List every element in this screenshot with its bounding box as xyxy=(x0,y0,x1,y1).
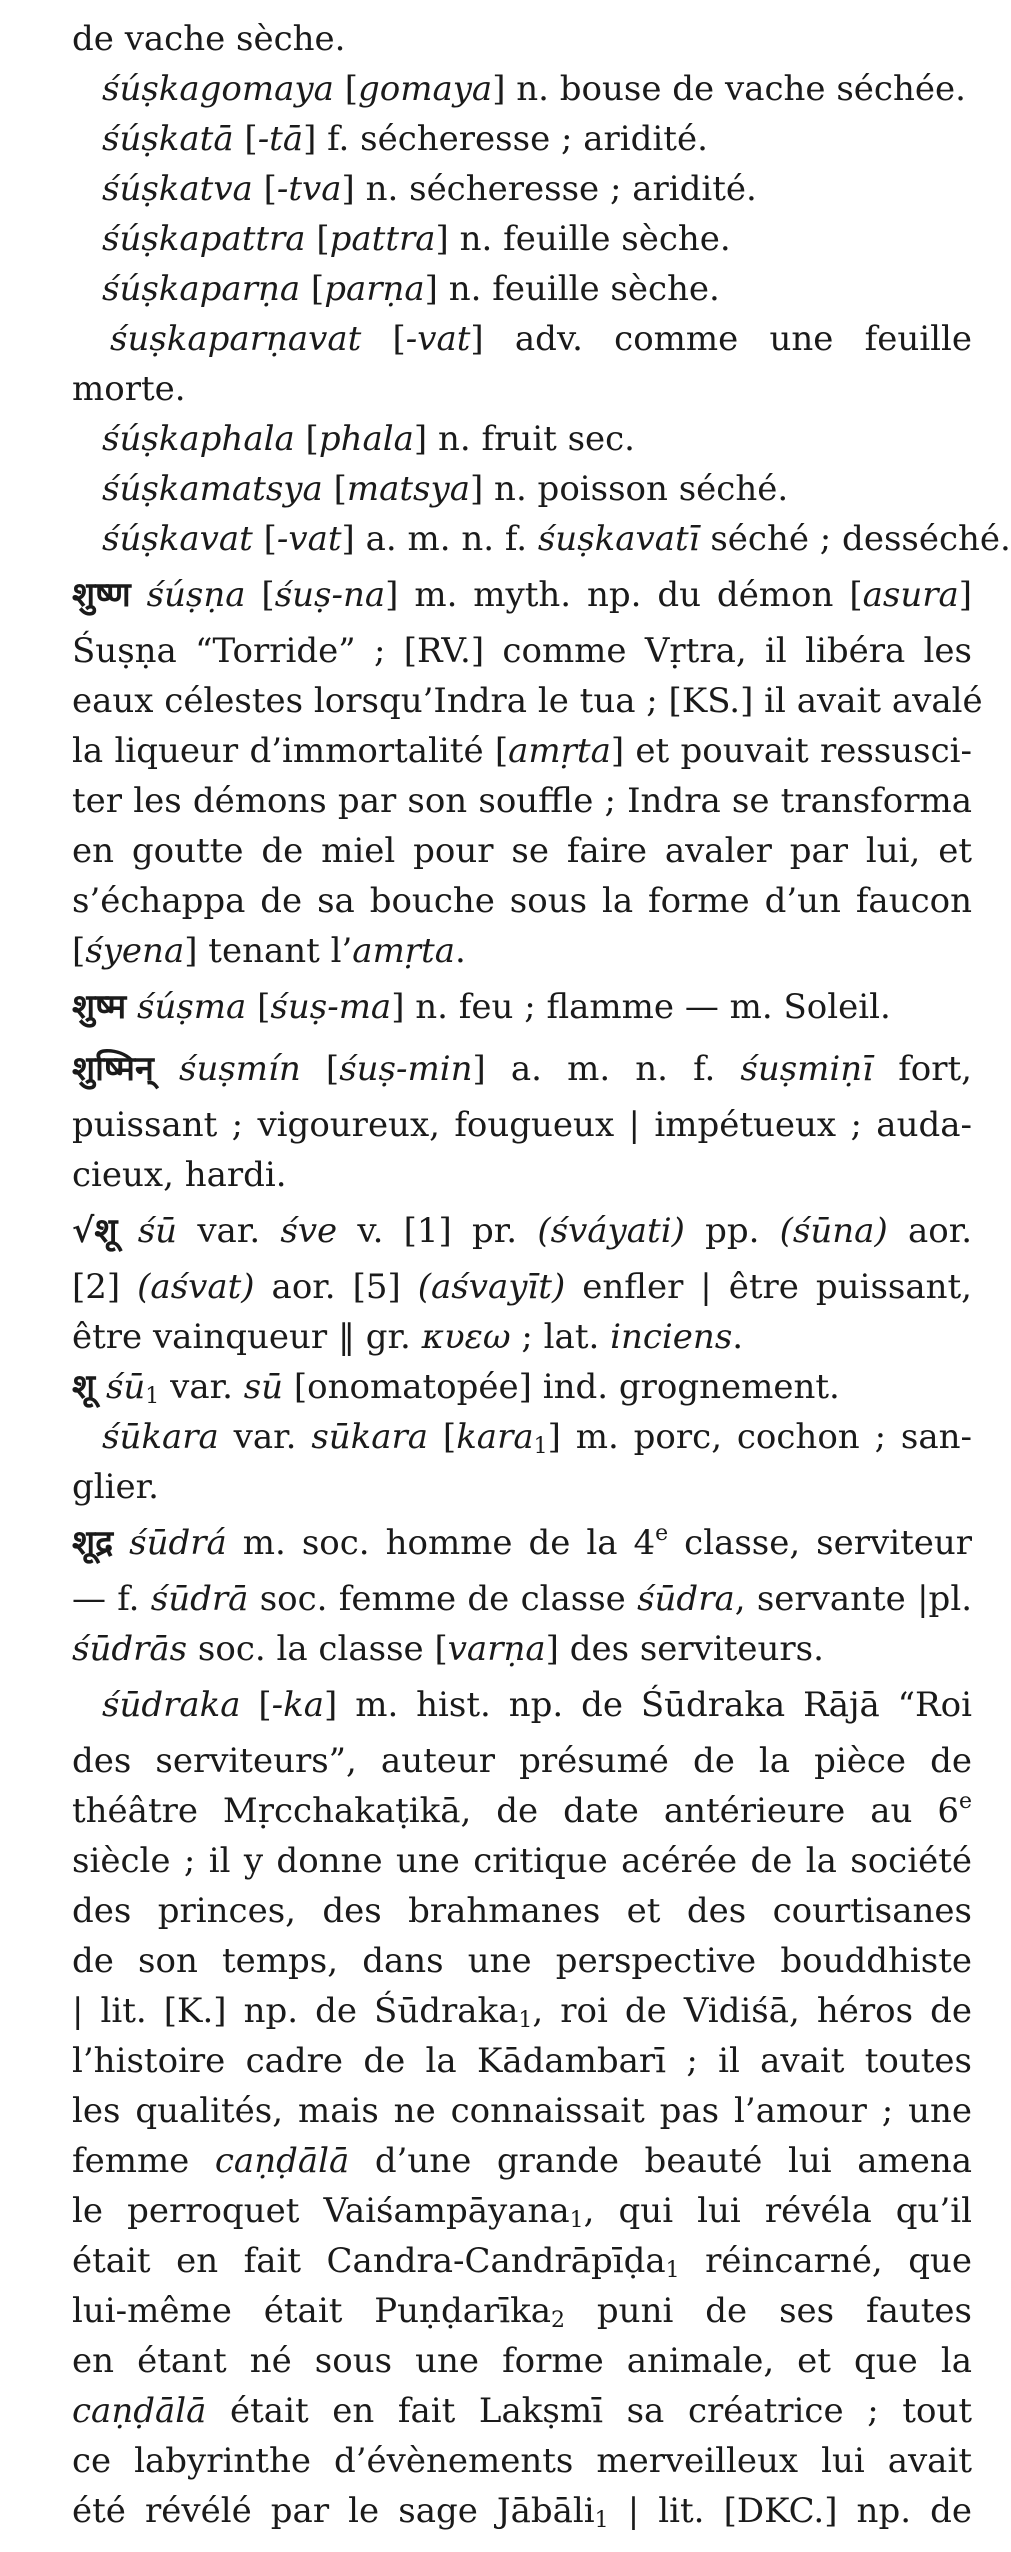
line-text: var. xyxy=(159,1367,244,1407)
text-line xyxy=(72,776,972,826)
line-text: Śuṣṇa “Torride” ; [RV.] comme Vṛtra, il libéra les xyxy=(72,631,972,671)
etymon: parṇa xyxy=(324,269,425,309)
line-text: [ xyxy=(300,269,325,309)
text-line xyxy=(72,2036,972,2086)
text-line xyxy=(72,826,972,876)
text-line xyxy=(72,2486,972,2536)
text-line xyxy=(72,2336,972,2386)
line-text: [ xyxy=(72,931,86,971)
line-text: s’échappa de sa bouche sous la forme d’un faucon xyxy=(72,881,972,921)
line-text: de son temps, dans une perspective bouddhiste xyxy=(72,1941,972,1981)
headword: śúṣkapattra xyxy=(102,219,306,259)
ordinal-suffix: e xyxy=(958,1789,972,1814)
line-text: ] n. feu ; flamme — m. Soleil. xyxy=(391,987,891,1027)
line-text: [ xyxy=(252,169,277,209)
line-text: ] a. m. n. f. xyxy=(472,1049,741,1089)
line-text: puni de ses fautes xyxy=(565,2291,972,2331)
verb-form: (aśvat) xyxy=(137,1267,255,1307)
text-line xyxy=(72,1936,972,1986)
etymon: -vat xyxy=(276,519,342,559)
text-line xyxy=(72,1786,972,1836)
text-line xyxy=(72,1150,972,1200)
line-text: réincarné, que xyxy=(679,2241,973,2281)
line-text: ] n. sécheresse ; aridité. xyxy=(341,169,757,209)
etymon: amṛta xyxy=(508,731,611,771)
headword: śū xyxy=(137,1211,178,1251)
line-text: | lit. [DKC.] np. de xyxy=(608,2491,972,2531)
entry-line xyxy=(72,1512,972,1574)
line-text: . xyxy=(455,931,466,971)
etymon: -tva xyxy=(276,169,342,209)
line-text: . xyxy=(732,1317,744,1357)
etymon: -tā xyxy=(257,119,304,159)
text-line xyxy=(72,626,972,676)
line-text: [ xyxy=(300,1049,340,1089)
line-text: femme xyxy=(72,2141,215,2181)
variant: sūkara xyxy=(311,1417,429,1457)
line-text: été révélé par le sage Jābāli xyxy=(72,2491,595,2531)
homonym-index: 2 xyxy=(551,2308,565,2333)
text-line xyxy=(72,14,972,64)
line-text: eaux célestes lorsqu’Indra le tua ; [KS.] il avait avalé xyxy=(72,681,983,721)
entry-line xyxy=(72,976,972,1038)
line-text: ] tenant l’ xyxy=(184,931,353,971)
line-text: aor. [5] xyxy=(254,1267,418,1307)
entry-line xyxy=(72,464,972,514)
line-text: d’une grande beauté lui amena xyxy=(349,2141,972,2181)
devanagari-headword: शुष्मिन् xyxy=(72,1049,154,1089)
entry-line xyxy=(72,514,1011,564)
entry-line xyxy=(72,64,972,114)
entry-line xyxy=(72,1674,972,1736)
text-line xyxy=(72,364,972,414)
homonym-index: 1 xyxy=(518,2008,533,2033)
ordinal-suffix: e xyxy=(655,1521,669,1546)
text-line xyxy=(72,2136,972,2186)
text-line xyxy=(72,1574,972,1624)
verb-form: (aśvayīt) xyxy=(417,1267,566,1307)
entry-line xyxy=(72,564,972,626)
etymon: matsya xyxy=(346,469,470,509)
line-text: glier. xyxy=(72,1467,159,1507)
text-line xyxy=(72,2386,972,2436)
headword: śūdrá xyxy=(129,1523,227,1563)
verb-form: (śūna) xyxy=(779,1211,888,1251)
line-text: , servante |pl. xyxy=(734,1579,973,1619)
headword: śúṣkavat xyxy=(102,519,253,559)
devanagari-headword: शूद्र xyxy=(72,1523,114,1563)
line-text: ] a. m. n. f. xyxy=(341,519,538,559)
line-text: [ xyxy=(322,469,347,509)
entry-line xyxy=(72,164,972,214)
text-line xyxy=(72,1262,972,1312)
entry-line xyxy=(72,414,972,464)
line-text: soc. femme de classe xyxy=(248,1579,638,1619)
entry-line xyxy=(72,1362,972,1412)
line-text: la liqueur d’immortalité [ xyxy=(72,731,509,771)
text-line xyxy=(72,2436,972,2486)
line-text: [ xyxy=(252,519,277,559)
headword: śū xyxy=(105,1367,146,1407)
line-text: , qui lui révéla qu’il xyxy=(583,2191,972,2231)
text-line xyxy=(72,1836,972,1886)
line-text: ] n. feuille sèche. xyxy=(435,219,731,259)
devanagari-headword: शुष्म xyxy=(72,987,127,1027)
line-text: var. xyxy=(218,1417,312,1457)
text-line xyxy=(72,1100,972,1150)
text-line xyxy=(72,876,972,926)
line-text: théâtre Mṛcchakaṭikā, de date antérieure au 6 xyxy=(72,1791,959,1831)
text-line xyxy=(72,1736,972,1786)
line-text: [ xyxy=(245,575,275,615)
dictionary-page xyxy=(72,14,1011,2536)
etymon: amṛta xyxy=(352,931,455,971)
line-text: des serviteurs”, auteur présumé de la pièce de xyxy=(72,1741,972,1781)
line-text: [ xyxy=(233,119,258,159)
line-text: [onomatopée] ind. grognement. xyxy=(283,1367,840,1407)
line-text: [ xyxy=(240,1685,272,1725)
devanagari-headword: शुष्ण xyxy=(72,575,131,615)
latin-cognate: inciens xyxy=(610,1317,733,1357)
etymon: śūdra xyxy=(637,1579,735,1619)
homonym-index: 1 xyxy=(665,2258,680,2283)
headword: śúṣṇa xyxy=(146,575,246,615)
headword: śūdraka xyxy=(102,1685,241,1725)
etymon: -ka xyxy=(271,1685,325,1725)
line-text: ] n. bouse de vache séchée. xyxy=(492,69,966,109)
line-text: morte. xyxy=(72,369,186,409)
text-line xyxy=(72,1624,972,1674)
etymon: śuṣ-na xyxy=(274,575,386,615)
headword: śúṣkatva xyxy=(102,169,253,209)
headword: śúṣkaparṇa xyxy=(102,269,301,309)
entry-line xyxy=(72,114,972,164)
text-line xyxy=(72,2086,972,2136)
text-line xyxy=(72,926,972,976)
line-text: ] m. hist. np. de Śūdraka Rājā “Roi xyxy=(324,1685,972,1725)
feminine-form: śuṣkavatī xyxy=(537,519,700,559)
headword: śúṣkamatsya xyxy=(102,469,323,509)
headword: śúṣkagomaya xyxy=(102,69,334,109)
text-line xyxy=(72,1312,972,1362)
devanagari-headword: शू xyxy=(72,1367,96,1407)
term: caṇḍālā xyxy=(72,2391,207,2431)
line-text: séché ; desséché. xyxy=(699,519,1011,559)
line-text: ter les démons par son souffle ; Indra se transforma xyxy=(72,781,972,821)
text-line xyxy=(72,2186,972,2236)
entry-line xyxy=(72,264,972,314)
headword: śuṣmín xyxy=(179,1049,301,1089)
homonym-index: 1 xyxy=(569,2208,584,2233)
line-text: — f. xyxy=(72,1579,151,1619)
line-text: les qualités, mais ne connaissait pas l’amour ; une xyxy=(72,2091,972,2131)
feminine-form: śuṣmiṇī xyxy=(740,1049,874,1089)
etymon: śyena xyxy=(85,931,185,971)
text-line xyxy=(72,1462,972,1512)
line-text: puissant ; vigoureux, fougueux | impétueux ; auda- xyxy=(72,1105,972,1145)
line-text: de vache sèche. xyxy=(72,19,346,59)
homonym-index: 1 xyxy=(594,2508,609,2533)
etymon: kara xyxy=(456,1417,534,1457)
line-text: v. [1] pr. xyxy=(337,1211,538,1251)
line-text: fort, xyxy=(873,1049,972,1089)
line-text: ] m. myth. np. du démon [ xyxy=(385,575,863,615)
variant: śve xyxy=(280,1211,338,1251)
entry-line xyxy=(72,314,972,364)
line-text: siècle ; il y donne une critique acérée de la société xyxy=(72,1841,972,1881)
line-text: [ xyxy=(294,419,319,459)
line-text: ] m. porc, cochon ; san- xyxy=(547,1417,972,1457)
line-text: ] n. feuille sèche. xyxy=(424,269,720,309)
etymon: -vat xyxy=(405,319,471,359)
plural-form: śūdrās xyxy=(72,1629,188,1669)
variant: sū xyxy=(243,1367,284,1407)
etymon: śuṣ-ma xyxy=(270,987,392,1027)
homonym-index: 1 xyxy=(533,1434,548,1459)
line-text: m. soc. homme de la 4 xyxy=(226,1523,656,1563)
devanagari-root: √शू xyxy=(72,1211,118,1251)
line-text: ce labyrinthe d’évènements merveilleux lui avait xyxy=(72,2441,972,2481)
headword: śuṣkaparṇavat xyxy=(110,319,362,359)
text-line xyxy=(72,1986,972,2036)
line-text: des princes, des brahmanes et des courtisanes xyxy=(72,1891,972,1931)
entry-line xyxy=(72,1412,972,1462)
line-text: en goutte de miel pour se faire avaler par lui, et xyxy=(72,831,972,871)
homonym-index: 1 xyxy=(145,1384,160,1409)
line-text: ] n. poisson séché. xyxy=(469,469,789,509)
entry-line xyxy=(72,1200,972,1262)
line-text: ] xyxy=(958,575,972,615)
line-text: [2] xyxy=(72,1267,138,1307)
line-text: soc. la classe [ xyxy=(187,1629,448,1669)
line-text: [ xyxy=(333,69,358,109)
line-text: var. xyxy=(177,1211,281,1251)
entry-line xyxy=(72,1038,972,1100)
line-text: | lit. [K.] np. de Śūdraka xyxy=(72,1991,519,2031)
line-text: [ xyxy=(361,319,406,359)
line-text: cieux, hardi. xyxy=(72,1155,287,1195)
text-line xyxy=(72,1886,972,1936)
line-text: ] adv. comme une feuille xyxy=(470,319,972,359)
headword: śūkara xyxy=(102,1417,219,1457)
line-text: aor. xyxy=(887,1211,973,1251)
etymon: pattra xyxy=(329,219,436,259)
line-text: [ xyxy=(428,1417,457,1457)
etymon: gomaya xyxy=(357,69,493,109)
text-line xyxy=(72,726,972,776)
term: caṇḍālā xyxy=(214,2141,350,2181)
line-text: était en fait Lakṣmī sa créatrice ; tout xyxy=(206,2391,972,2431)
line-text: était en fait Candra-Candrāpīḍa xyxy=(72,2241,666,2281)
line-text: en étant né sous une forme animale, et que la xyxy=(72,2341,972,2381)
line-text: être vainqueur ‖ gr. xyxy=(72,1317,422,1357)
etymon: śuṣ-min xyxy=(339,1049,473,1089)
headword: śúṣkaphala xyxy=(102,419,295,459)
entry-line xyxy=(72,214,972,264)
line-text: ; lat. xyxy=(510,1317,611,1357)
line-text: le perroquet Vaiśampāyana xyxy=(72,2191,570,2231)
line-text: ] n. fruit sec. xyxy=(413,419,635,459)
text-line xyxy=(72,676,983,726)
line-text: lui-même était Puṇḍarīka xyxy=(72,2291,551,2331)
line-text: ] f. sécheresse ; aridité. xyxy=(303,119,708,159)
line-text: , roi de Vidiśā, héros de xyxy=(532,1991,972,2031)
headword: śúṣkatā xyxy=(102,119,234,159)
line-text: ] des serviteurs. xyxy=(545,1629,824,1669)
verb-form: (śváyati) xyxy=(537,1211,685,1251)
line-text: [ xyxy=(246,987,271,1027)
line-text: pp. xyxy=(684,1211,780,1251)
line-text: ] et pouvait ressusci- xyxy=(610,731,972,771)
line-text: classe, serviteur xyxy=(668,1523,973,1563)
etymon: varṇa xyxy=(447,1629,546,1669)
headword: śúṣma xyxy=(137,987,247,1027)
etymon: asura xyxy=(862,575,959,615)
line-text: l’histoire cadre de la Kādambarī ; il avait toutes xyxy=(72,2041,972,2081)
text-line xyxy=(72,2286,972,2336)
etymon: phala xyxy=(318,419,414,459)
text-line xyxy=(72,2236,972,2286)
line-text: [ xyxy=(305,219,330,259)
line-text: enfler | être puissant, xyxy=(565,1267,972,1307)
greek-cognate: κυεω xyxy=(421,1317,511,1357)
feminine-form: śūdrā xyxy=(150,1579,249,1619)
